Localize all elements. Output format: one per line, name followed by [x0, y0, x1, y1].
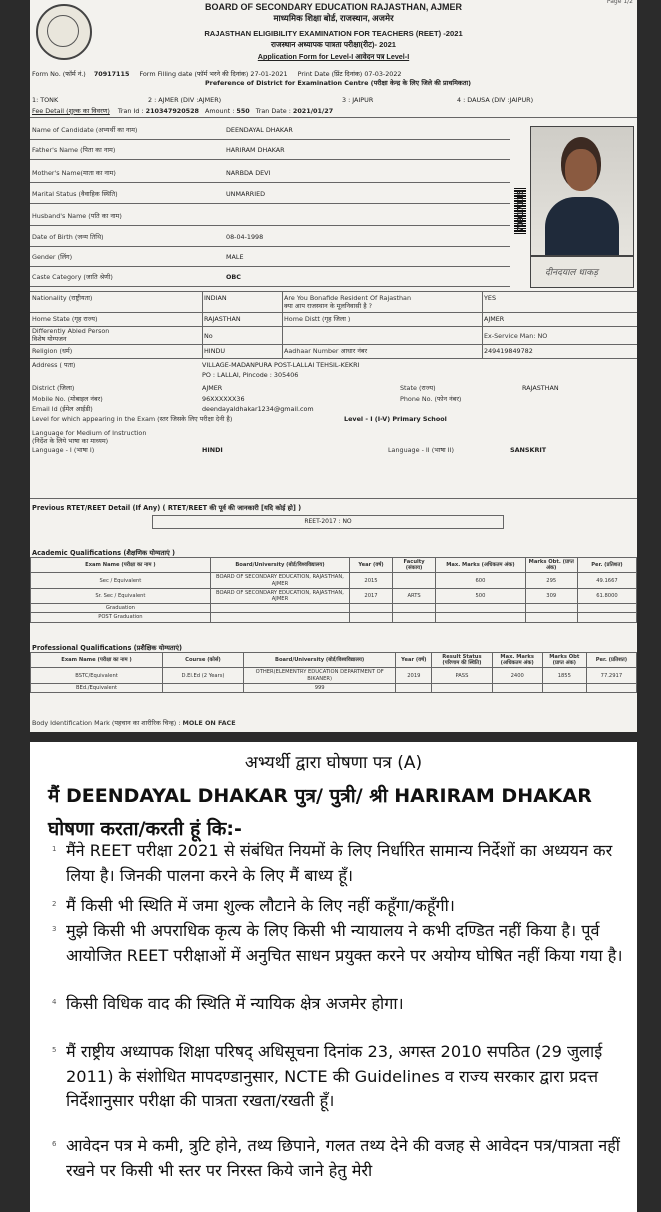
print-date-value: 07-03-2022 — [364, 70, 402, 78]
lang1-value: HINDI — [202, 446, 223, 454]
form-no-label: Form No. (फॉर्म नं.) — [32, 70, 86, 78]
home-distt-value: AJMER — [484, 315, 505, 323]
amount-label: Amount : — [205, 107, 235, 115]
form-no-value: 70917115 — [93, 70, 130, 78]
declaration-section — [30, 742, 637, 1212]
medium-label: Language for Medium of Instruction — [32, 429, 147, 437]
table-cell: 999 — [243, 683, 396, 692]
table-cell: 600 — [436, 573, 525, 588]
tran-date-value: 2021/01/27 — [292, 107, 334, 115]
ex-service-value: NO — [537, 332, 548, 340]
declaration-title: अभ्यर्थी द्वारा घोषणा पत्र (A) — [244, 753, 423, 773]
professional-title: Professional Qualifications (प्रशैक्षिक योग्यताएं) — [32, 644, 183, 652]
table-cell: 77.2917 — [586, 668, 636, 683]
declaration-item — [52, 1040, 631, 1114]
personal-value: NARBDA DEVI — [226, 169, 271, 177]
previous-detail-value: REET-2017 : NO — [152, 515, 504, 529]
previous-detail-title: Previous RTET/REET Detail (If Any) ( RTET/REET की पूर्व की जानकारी [यदि कोई हो] ) — [32, 504, 302, 512]
id-mark-row — [32, 719, 236, 727]
row-divider — [30, 182, 510, 183]
table-cell — [396, 683, 432, 692]
table-cell: 1855 — [542, 668, 586, 683]
religion-label: Religion (धर्म) — [32, 347, 73, 355]
table-cell — [392, 604, 435, 613]
bonafide-value: YES — [484, 294, 496, 302]
form-no-vertical: 70917115 — [516, 190, 525, 232]
candidate-photo — [530, 126, 634, 256]
table-cell — [436, 604, 525, 613]
nationality-label: Nationality (राष्ट्रीयता) — [32, 294, 93, 302]
table-cell: BOARD OF SECONDARY EDUCATION, RAJASTHAN, AJMER — [210, 573, 349, 588]
home-state-label: Home State (गृह राज्य) — [32, 315, 98, 323]
phone-label: Phone No. (फोन नंबर) — [400, 395, 462, 403]
disabled-label: Differently Abled Person — [32, 327, 110, 335]
table-cell — [210, 604, 349, 613]
declaration-item-number: 4 — [52, 998, 57, 1006]
table-cell — [492, 683, 542, 692]
print-date-label: Print Date (प्रिंट दिनांक) — [297, 70, 363, 78]
pref-4: 4 : DAUSA (DIV :JAIPUR) — [457, 96, 534, 104]
personal-value: DEENDAYAL DHAKAR — [226, 126, 293, 134]
personal-value: HARIRAM DHAKAR — [226, 146, 285, 154]
table-row — [31, 683, 637, 692]
mobile-value: 96XXXXXX36 — [202, 395, 245, 403]
table-cell: 309 — [525, 588, 577, 603]
row-divider — [30, 286, 510, 287]
bonafide-label: Are You Bonafide Resident Of Rajasthan — [284, 294, 412, 302]
personal-label: Mother's Name(माता का नाम) — [32, 169, 116, 177]
row-divider — [30, 246, 510, 247]
table-cell: 61.8000 — [577, 588, 636, 603]
table-cell — [350, 604, 393, 613]
table-cell: PASS — [432, 668, 492, 683]
board-name-en: BOARD OF SECONDARY EDUCATION RAJASTHAN, AJMER — [204, 2, 462, 12]
exam-name-hi: राजस्थान अध्यापक पात्रता परीक्षा(रीट)- 2021 — [270, 40, 397, 49]
declaration-item — [52, 919, 631, 968]
email-label: Email Id (ईमेल आईडी) — [32, 405, 93, 413]
ex-service-label: Ex-Service Man: — [484, 332, 536, 340]
disabled-value: No — [204, 332, 213, 340]
table-cell — [586, 683, 636, 692]
table-cell: 2017 — [350, 588, 393, 603]
amount-value: 550 — [236, 107, 250, 115]
table-cell: POST Graduation — [31, 613, 211, 622]
declaration-item-number: 1 — [52, 845, 57, 853]
personal-label: Husband's Name (पति का नाम) — [32, 212, 122, 220]
table-cell: 49.1667 — [577, 573, 636, 588]
email-value: deendayaldhakar1234@gmail.com — [202, 405, 314, 413]
declaration-item-number: 2 — [52, 900, 57, 908]
table-cell: OTHER(ELEMENTRY EDUCATION DEPARTMENT OF BIKANER) — [243, 668, 396, 683]
address-label: Address ( पता) — [32, 361, 76, 369]
table-header-cell: Board/University (बोर्ड/विश्वविद्यालय) — [243, 653, 396, 668]
tran-date-label: Tran Date : — [255, 107, 291, 115]
declaration-intro: मैं DEENDAYAL DHAKAR पुत्र/ पुत्री/ श्री HARIRAM DHAKAR घोषणा करता/करती हूं कि:- — [48, 785, 592, 840]
preference-heading-en: Preference of District for Examination Centre — [205, 79, 369, 87]
personal-label: Marital Status (वैवाहिक स्थिति) — [32, 190, 118, 198]
tran-id-label: Tran Id : — [117, 107, 144, 115]
table-row — [31, 573, 637, 588]
row-divider — [30, 139, 510, 140]
declaration-item-text: मुझे किसी भी अपराधिक कृत्य के लिए किसी भी न्यायालय ने कभी दण्डित नहीं किया है। पूर्व आयोजित REET परीक्षाओं में अनुचित साधन प्रयुक्त करने पर अयोग्य घोषित नहीं किया गया है। — [66, 921, 623, 965]
row-divider — [30, 203, 510, 204]
fee-detail-label: Fee Detail (शुल्क का विवरण) — [32, 107, 110, 115]
preference-heading — [205, 79, 471, 87]
personal-value: OBC — [226, 273, 241, 281]
table-header-cell: Per. (प्रतिशत) — [577, 558, 636, 573]
table-header-cell: Marks Obt. (प्राप्त अंक) — [525, 558, 577, 573]
table-cell: BSTC/Equivalent — [31, 668, 163, 683]
candidate-signature — [530, 256, 634, 288]
table-cell — [542, 683, 586, 692]
district-value: AJMER — [202, 384, 223, 392]
table-cell: BOARD OF SECONDARY EDUCATION, RAJASTHAN, AJMER — [210, 588, 349, 603]
district-label: District (जिला) — [32, 384, 75, 392]
academic-table — [30, 557, 637, 623]
level-label: Level for which appearing in the Exam (स्तर जिसके लिए परीक्षा देनी है) — [32, 415, 233, 423]
table-cell — [525, 604, 577, 613]
aadhar-label: Aadhaar Number आधार नंबर — [284, 347, 368, 355]
id-mark-label: Body Identification Mark (पहचान का शारीरिक चिन्ह) : — [32, 719, 181, 727]
table-cell — [163, 683, 244, 692]
table-row — [31, 604, 637, 613]
filling-date-value: 27-01-2021 — [250, 70, 288, 78]
table-header-cell: Marks Obt (प्राप्त अंक) — [542, 653, 586, 668]
lang2-value: SANSKRIT — [510, 446, 547, 454]
pref-3: 3 : JAIPUR — [342, 96, 374, 104]
table-cell: 2015 — [350, 573, 393, 588]
board-name-hi: माध्यमिक शिक्षा बोर्ड, राजस्थान, अजमेर — [273, 13, 394, 23]
personal-label: Name of Candidate (अभ्यर्थी का नाम) — [32, 126, 138, 134]
personal-label: Gender (लिंग) — [32, 253, 73, 261]
address-line2: PO : LALLAI, Pincode : 305406 — [202, 371, 299, 379]
state-value: RAJASTHAN — [522, 384, 559, 392]
table-row — [31, 588, 637, 603]
personal-label: Caste Category (जाति श्रेणी) — [32, 273, 113, 281]
bonafide-label-hi: क्या आप राजस्थान के मूलनिवासी है ? — [284, 302, 373, 310]
signature-text: दीनदयाल धाकड़ — [545, 268, 598, 278]
table-cell — [392, 613, 435, 622]
nationality-value: INDIAN — [204, 294, 227, 302]
table-cell: 2019 — [396, 668, 432, 683]
table-header-row — [31, 558, 637, 573]
table-row — [31, 613, 637, 622]
religion-value: HINDU — [204, 347, 226, 355]
table-cell: 295 — [525, 573, 577, 588]
application-form-sheet — [30, 0, 637, 732]
table-header-cell: Faculty (संकाय) — [392, 558, 435, 573]
form-title: Application Form for Level-I आवेदन पत्र Level-I — [257, 52, 410, 61]
table-cell — [577, 613, 636, 622]
academic-title: Academic Qualifications (शैक्षणिक योग्यताएं ) — [32, 549, 176, 557]
table-cell: Sec / Equivalent — [31, 573, 211, 588]
table-header-cell: Max. Marks (अधिकतम अंक) — [492, 653, 542, 668]
table-cell: 500 — [436, 588, 525, 603]
declaration-item-text: मैंने REET परीक्षा 2021 से संबंधित नियमों के लिए निर्धारित सामान्य निर्देशों का अध्ययन कर लिया है। जिनकी पालना करने के लिए मैं बाध्य हूँ। — [66, 841, 613, 885]
level-value: Level - I (I-V) Primary School — [344, 415, 447, 423]
table-header-cell: Per. (प्रतिशत) — [586, 653, 636, 668]
home-distt-label: Home Distt (गृह जिला ) — [284, 315, 351, 323]
home-state-value: RAJASTHAN — [204, 315, 241, 323]
fee-detail-row — [32, 107, 333, 115]
table-header-cell: Exam Name (परीक्षा का नाम ) — [31, 653, 163, 668]
declaration-item-number: 3 — [52, 925, 57, 933]
table-header-cell: Board/University (बोर्ड/विश्वविद्यालय) — [210, 558, 349, 573]
table-header-cell: Course (कोर्स) — [163, 653, 244, 668]
table-header-row — [31, 653, 637, 668]
tran-id-value: 210347920528 — [145, 107, 199, 115]
personal-label: Father's Name (पिता का नाम) — [32, 146, 116, 154]
table-header-cell: Result Status (परिणाम की स्थिति) — [432, 653, 492, 668]
table-header-cell: Exam Name (परीक्षा का नाम ) — [31, 558, 211, 573]
aadhar-value: 249419849782 — [484, 347, 533, 355]
row-divider — [30, 266, 510, 267]
filling-date-label: Form Filling date (फॉर्म भरने की दिनांक) — [139, 70, 249, 78]
declaration-item-number: 6 — [52, 1140, 57, 1148]
table-cell — [350, 613, 393, 622]
lang2-label: Language - II (भाषा II) — [388, 446, 454, 454]
table-cell: Sr. Sec / Equivalent — [31, 588, 211, 603]
table-cell — [432, 683, 492, 692]
personal-value: 08-04-1998 — [226, 233, 264, 241]
table-cell: D.El.Ed (2 Years) — [163, 668, 244, 683]
declaration-item-number: 5 — [52, 1046, 57, 1054]
table-cell — [436, 613, 525, 622]
table-cell: BEd./Equivalent — [31, 683, 163, 692]
declaration-item-text: मैं राष्ट्रीय अध्यापक शिक्षा परिषद् अधिसूचना दिनांक 23, अगस्त 2010 सपठित (29 जुलाई 2011) के संशोधित मापदण्डानुसार, NCTE की Guidelines व राज्य सरकार द्वारा प्रदत्त निर्देशानुसार परीक्षा की पात्रता रखता/रखती हूँ। — [66, 1042, 603, 1110]
table-cell — [392, 573, 435, 588]
page-number: Page 1/2 — [606, 0, 633, 5]
table-cell: ARTS — [392, 588, 435, 603]
table-cell: Graduation — [31, 604, 211, 613]
row-divider — [30, 159, 510, 160]
declaration-item — [52, 992, 631, 1017]
preference-heading-hi: (परीक्षा केन्द्र के लिए जिले की प्राथमिकता) — [370, 79, 472, 87]
state-label: State (राज्य) — [400, 384, 436, 392]
row-divider — [30, 225, 510, 226]
form-no-row — [32, 70, 402, 78]
declaration-item — [52, 1134, 631, 1183]
id-mark-value: MOLE ON FACE — [182, 719, 236, 727]
pref-2: 2 : AJMER (DIV :AJMER) — [148, 96, 222, 104]
table-cell — [210, 613, 349, 622]
pref-1: 1: TONK — [32, 96, 59, 104]
lang1-label: Language - I (भाषा I) — [32, 446, 95, 454]
personal-value: MALE — [226, 253, 244, 261]
table-header-cell: Year (वर्ष) — [350, 558, 393, 573]
declaration-item-text: मैं किसी भी स्थिति में जमा शुल्क लौटाने के लिए नहीं कहूँगा/कहूँगी। — [66, 896, 455, 915]
professional-table — [30, 652, 637, 693]
personal-value: UNMARRIED — [226, 190, 266, 198]
declaration-item-text: आवेदन पत्र मे कमी, त्रुटि होने, तथ्य छिपाने, गलत तथ्य देने की वजह से आवेदन पत्र/पात्रता नहीं रखने पर किसी भी स्तर पर निरस्त किये जाने हेतु मेरी — [66, 1136, 620, 1180]
address-line1: VILLAGE-MADANPURA POST-LALLAI TEHSIL-KEKRI — [202, 361, 360, 369]
exam-name-en: RAJASTHAN ELIGIBILITY EXAMINATION FOR TEACHERS (REET) -2021 — [204, 29, 463, 38]
declaration-item — [52, 894, 631, 919]
table-cell — [577, 604, 636, 613]
disabled-label-hi: विशेष योग्यजन — [32, 335, 67, 343]
table-header-cell: Year (वर्ष) — [396, 653, 432, 668]
table-cell — [525, 613, 577, 622]
personal-label: Date of Birth (जन्म तिथि) — [32, 233, 104, 241]
mobile-label: Mobile No. (मोबाइल नंबर) — [32, 395, 103, 403]
divider — [30, 117, 637, 118]
medium-label-hi: (निर्देश के लिये भाषा का माध्यम) — [32, 437, 109, 445]
table-cell: 2400 — [492, 668, 542, 683]
declaration-item — [52, 839, 631, 888]
ex-service-row — [484, 332, 547, 340]
declaration-item-text: किसी विधिक वाद की स्थिति में न्यायिक क्षेत्र अजमेर होगा। — [66, 994, 404, 1013]
table-row — [31, 668, 637, 683]
table-header-cell: Max. Marks (अधिकतम अंक) — [436, 558, 525, 573]
